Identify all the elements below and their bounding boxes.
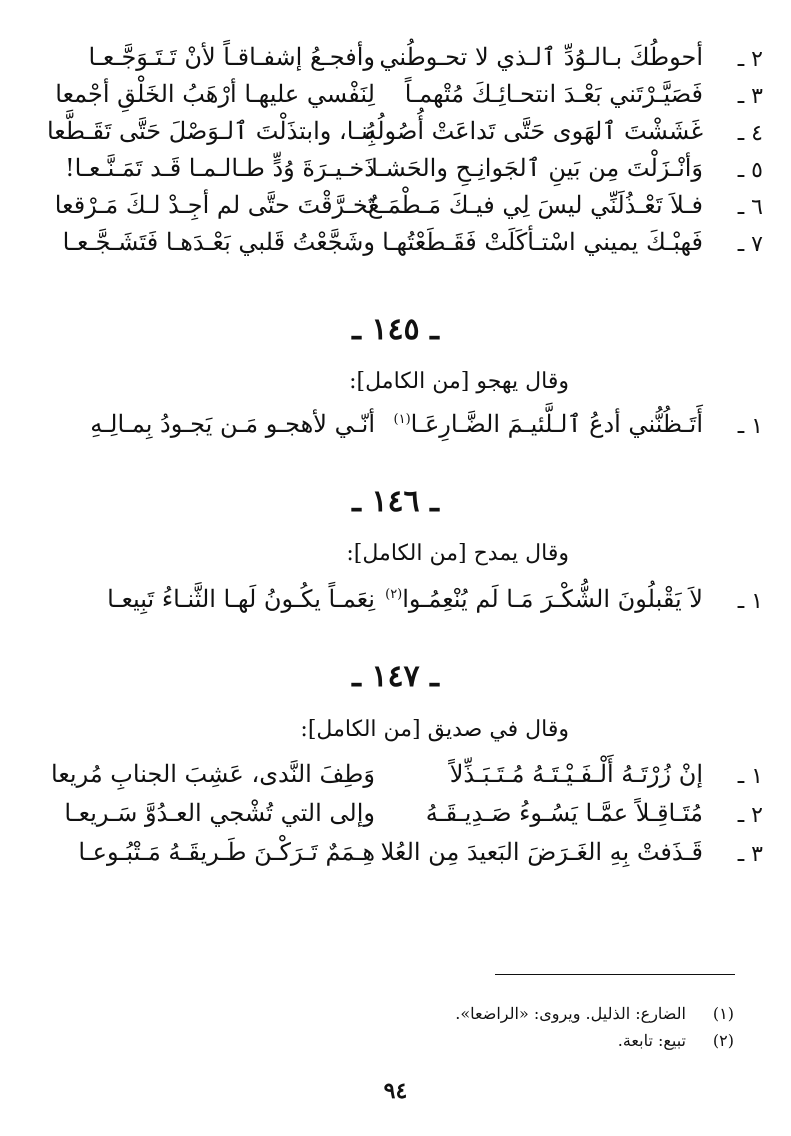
verse-line [40,191,763,231]
footnote-divider [495,974,735,975]
footnote-text: تبيع: تابعة. [617,1031,686,1050]
section-heading: ـ ١٤٥ ـ [352,312,439,347]
verse-line [40,585,763,625]
second-hemistich: أنّـي لأهجـو مَـن يَجـودُ بِمـالِـهِ [90,410,375,438]
verse-line [40,117,763,157]
verse-line [40,760,763,800]
first-hemistich: فَهبْـكَ يميني اسْتـأكَلَتْ فَقَـطَعْتُهـا [382,228,703,256]
verse-number: ١ ـ [737,414,763,439]
first-hemistich: فـلاَ تَعْـذُلَنِّي ليسَ لِي فيـكَ مَـطْمَـعٌ [367,191,703,219]
verse-line [40,838,763,878]
first-hemistich [373,585,703,613]
footnote [618,1031,734,1050]
verse-number: ٣ ـ [737,84,763,109]
first-hemistich: غَشَشْتَ ٱلهَوى حَتَّى تَداعَتْ أُصُولُهُ [364,117,703,145]
section-intro: وقال يهجو [من الكامل]: [349,369,569,394]
second-hemistich: وشَجَّعْتُ قَلبي بَعْـدَهـا فَتَشَـجَّـعـا [62,228,375,256]
verse-number: ٢ ـ [737,47,763,72]
verse-number: ٦ ـ [737,195,763,220]
second-hemistich: بِنـا، وابتذَلْتَ ٱلـوَصْلَ حَتَّى تَقَـطَّعا [46,117,375,145]
footnote-number: (٢) [712,1031,734,1050]
footnote-marker: (١) [393,412,411,427]
first-hemistich: وَأنْـزَلْتَ مِن بَينِ ٱلجَوانِـحِ والحَشـا [371,154,703,182]
verse-number: ٤ ـ [737,121,763,146]
second-hemistich: هِـمَمٌ تَـرَكْـنَ طَـريقَـهُ مَـتْبُـوعـا [78,838,375,866]
section-heading: ـ ١٤٦ ـ [352,484,439,519]
first-hemistich [373,410,703,438]
verse-line [40,228,763,268]
second-hemistich: وَطِفَ النَّدى، عَشِبَ الجنابِ مُريعا [51,760,375,788]
verse-line [40,799,763,839]
verse-number: ١ ـ [737,764,763,789]
verse-line [40,154,763,194]
footnote [455,1004,734,1023]
footnote-marker: (٢) [385,587,403,602]
first-hemistich: أحوطُكَ بـالـوُدِّ ٱلـذي لا تحـوطُني [379,43,703,71]
second-hemistich: وإلى التي تُشْجي العـدُوَّ سَـريعـا [64,799,375,827]
footnote-text: الضارع: الذليل. ويروى: «الراضعا». [455,1004,686,1023]
page-number: ٩٤ [383,1078,408,1104]
first-hemistich: مُتَـاقِـلاً عمَّـا يَسُـوءُ صَـدِيـقَـهُ [425,799,703,827]
hemistich-text: لاَ يَقْبلُونَ الشُّكْـرَ مَـا لَم يُنْعِمُـوا [402,585,703,613]
verse-number: ٣ ـ [737,842,763,867]
verse-line [40,80,763,120]
first-hemistich: قَـذَفتْ بِهِ الغَـرَضَ البَعيدَ مِن العُلا [380,838,703,866]
verse-number: ٥ ـ [737,158,763,183]
section-heading: ـ ١٤٧ ـ [352,659,439,694]
second-hemistich: ذَخـيـرَةَ وُدٍّ طـالـمـا قَـد تَمَـنَّـعـا! [65,154,375,182]
verse-number: ٢ ـ [737,803,763,828]
section-intro: وقال يمدح [من الكامل]: [346,541,569,566]
second-hemistich: لِنَفْسي عليهـا أرْهَبُ الخَلْقِ أجْمعا [55,80,375,108]
second-hemistich: نِعَمـاً يكُـونُ لَهـا الثَّنـاءُ تَبِيعـا [107,585,375,613]
verse-line [40,43,763,83]
section-intro: وقال في صديق [من الكامل]: [300,717,569,742]
verse-line [40,410,763,450]
second-hemistich: تَخـرَّقْتَ حتَّى لم أجِـدْ لـكَ مَـرْقعا [54,191,375,219]
second-hemistich: وأفجـعُ إشفـاقـاً لأنْ تَـتَـوَجَّـعـا [88,43,375,71]
verse-number: ٧ ـ [737,232,763,257]
verse-number: ١ ـ [737,589,763,614]
first-hemistich: إنْ زُرْتَـهُ أَلْـفَـيْـتَـهُ مُـتَـبَـذِّلاً [449,760,703,788]
hemistich-text: أَتَـظُنُّني أدعُ ٱلـلَّئيـمَ الضَّـارِعَـا [410,410,703,438]
first-hemistich: فَصَيَّـرْتَني بَعْـدَ انتحـائِـكَ مُتْهمـاً [404,80,703,108]
footnote-number: (١) [712,1004,734,1023]
